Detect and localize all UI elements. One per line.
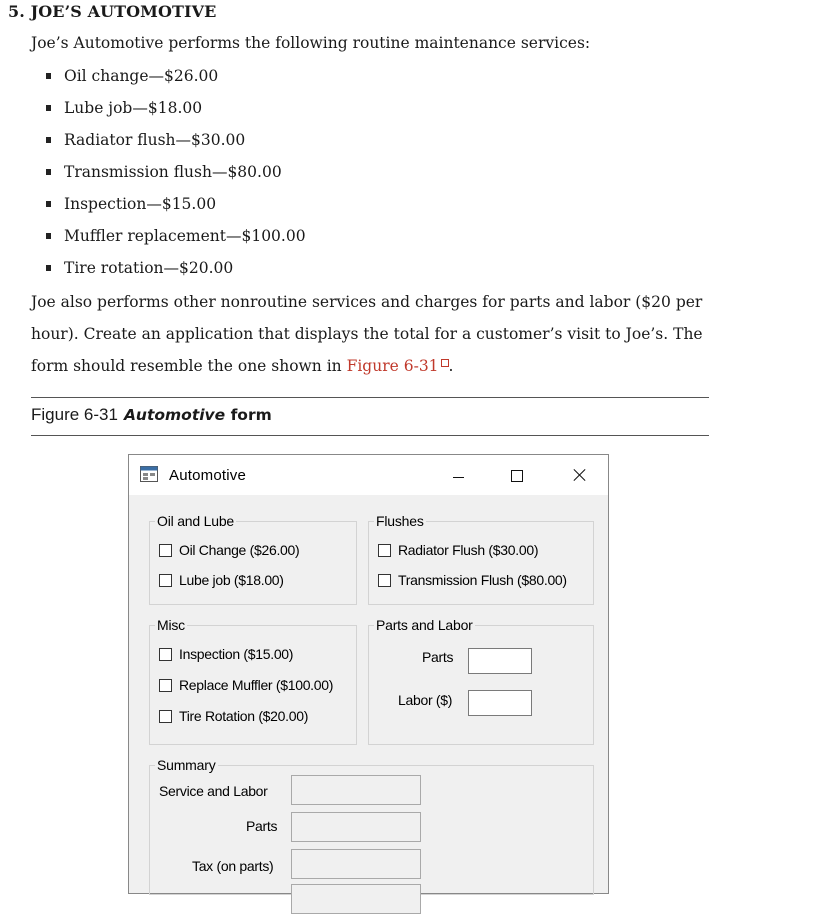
bullet-icon (46, 137, 51, 143)
title-bar[interactable] (129, 455, 608, 495)
labor-input[interactable] (468, 690, 532, 716)
service-labor-label: Service and Labor (159, 783, 268, 799)
services-list (44, 64, 306, 288)
summary-parts-output (291, 812, 421, 842)
instructions-paragraph: Joe also performs other nonroutine services and charges for parts and labor ($20 per hour). Create an application that displays the total for a customer’s visit to Joe’s. The form should resemble the one shown in Figure 6-31 . (31, 293, 703, 375)
oil-lube-group (149, 513, 357, 605)
maximize-icon[interactable] (494, 461, 540, 489)
service-labor-output (291, 775, 421, 805)
close-icon[interactable] (553, 461, 599, 489)
parts-label: Parts (422, 649, 454, 665)
transmission-flush-checkbox[interactable]: Transmission Flush ($80.00) (378, 572, 567, 588)
bullet-icon (46, 169, 51, 175)
caption-bottom-rule (31, 435, 709, 436)
list-item: Inspection—$15.00 (44, 192, 306, 224)
checkbox-box[interactable] (378, 544, 391, 557)
minimize-icon[interactable] (436, 461, 482, 489)
summary-group (149, 757, 594, 895)
radiator-flush-checkbox[interactable]: Radiator Flush ($30.00) (378, 542, 538, 558)
tire-rotation-checkbox[interactable]: Tire Rotation ($20.00) (159, 708, 308, 724)
window-title: Automotive (169, 467, 247, 484)
summary-parts-label: Parts (246, 818, 278, 834)
caption-top-rule (31, 397, 709, 398)
bullet-icon (46, 201, 51, 207)
bullet-icon (46, 233, 51, 239)
figure-link[interactable]: Figure 6-31 (346, 357, 439, 375)
group-label: Summary (157, 757, 216, 773)
bullet-icon (46, 73, 51, 79)
checkbox-box[interactable] (159, 679, 172, 692)
checkbox-box[interactable] (159, 544, 172, 557)
app-form-icon (140, 466, 158, 482)
replace-muffler-checkbox[interactable]: Replace Muffler ($100.00) (159, 677, 333, 693)
bullet-icon (46, 265, 51, 271)
labor-label: Labor ($) (398, 692, 453, 708)
checkbox-box[interactable] (378, 574, 391, 587)
figure-caption (31, 405, 272, 425)
misc-group (149, 617, 357, 745)
external-link-icon[interactable] (441, 359, 449, 367)
list-item: Tire rotation—$20.00 (44, 256, 306, 288)
group-label: Flushes (376, 513, 424, 529)
flushes-group (368, 513, 594, 605)
parts-labor-group (368, 617, 594, 745)
bullet-icon (46, 105, 51, 111)
list-item: Muffler replacement—$100.00 (44, 224, 306, 256)
exercise-heading: 5. JOE’S AUTOMOTIVE (8, 2, 217, 21)
tax-output (291, 849, 421, 879)
oil-change-checkbox[interactable]: Oil Change ($26.00) (159, 542, 299, 558)
list-item: Oil change—$26.00 (44, 64, 306, 96)
group-label: Parts and Labor (376, 617, 473, 633)
list-item: Lube job—$18.00 (44, 96, 306, 128)
tax-label: Tax (on parts) (192, 858, 274, 874)
list-item: Transmission flush—$80.00 (44, 160, 306, 192)
group-label: Oil and Lube (157, 513, 234, 529)
intro-text: Joe’s Automotive performs the following routine maintenance services: (31, 34, 591, 52)
figure-number: Figure 6-31 (31, 405, 118, 424)
lube-job-checkbox[interactable]: Lube job ($18.00) (159, 572, 284, 588)
automotive-form-window (128, 454, 609, 894)
parts-input[interactable] (468, 648, 532, 674)
figure-title: Automotive form (123, 406, 272, 424)
group-label: Misc (157, 617, 185, 633)
checkbox-box[interactable] (159, 574, 172, 587)
checkbox-box[interactable] (159, 710, 172, 723)
total-output (291, 884, 421, 914)
checkbox-box[interactable] (159, 648, 172, 661)
list-item: Radiator flush—$30.00 (44, 128, 306, 160)
inspection-checkbox[interactable]: Inspection ($15.00) (159, 646, 293, 662)
